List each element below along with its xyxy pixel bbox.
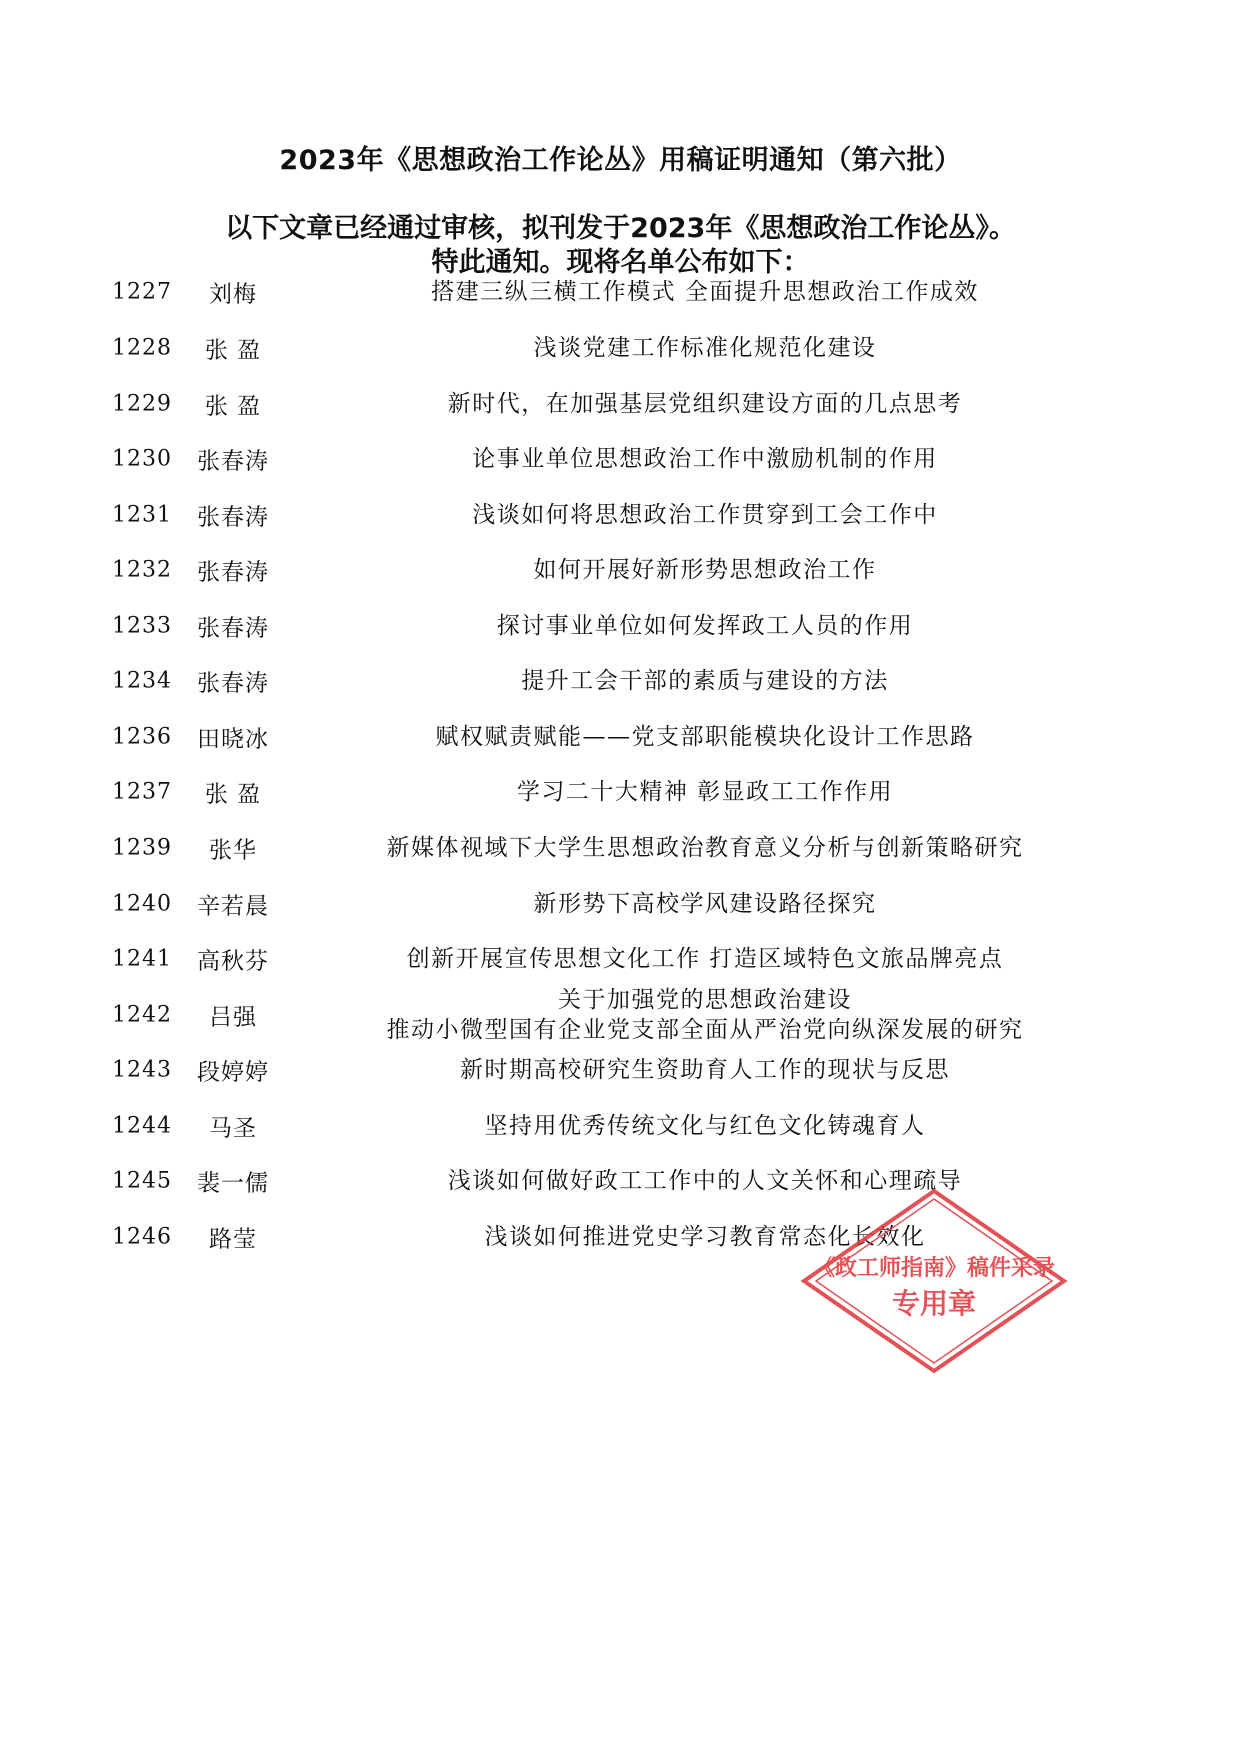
entry-title xyxy=(340,1055,1070,1085)
entry-number: 1237 xyxy=(112,779,172,805)
entry-number: 1228 xyxy=(112,335,172,361)
entry-title-line: 推动小微型国有企业党支部全面从严治党向纵深发展的研究 xyxy=(386,1017,1024,1043)
entry-number: 1230 xyxy=(112,446,172,472)
list-item xyxy=(0,317,1241,379)
intro-line-2: 特此通知。现将名单公布如下： xyxy=(431,247,810,278)
entry-number: 1229 xyxy=(112,391,172,417)
entry-title xyxy=(340,666,1070,696)
list-item xyxy=(0,650,1241,712)
entry-author: 段婷婷 xyxy=(197,1059,269,1086)
entry-title-line: 如何开展好新形势思想政治工作 xyxy=(533,557,877,583)
stamp-text-line1: 《政工师指南》稿件采录 xyxy=(812,1256,1056,1281)
entry-title xyxy=(340,833,1070,863)
entry-author: 张 盈 xyxy=(204,337,262,364)
entry-title xyxy=(340,777,1070,807)
entry-author: 张华 xyxy=(209,837,257,864)
list-item xyxy=(0,373,1241,435)
entry-title xyxy=(340,555,1070,585)
entry-author: 张春涛 xyxy=(197,670,269,697)
intro-line-1: 以下文章已经通过审核，拟刊发于2023年《思想政治工作论丛》。 xyxy=(225,213,1016,244)
entry-title xyxy=(340,611,1070,641)
entry-title xyxy=(340,277,1070,307)
list-item xyxy=(0,1095,1241,1157)
entry-number: 1242 xyxy=(112,1002,172,1028)
entry-number: 1236 xyxy=(112,724,172,750)
entry-number: 1243 xyxy=(112,1057,172,1083)
list-item xyxy=(0,539,1241,601)
entry-author: 路莹 xyxy=(209,1226,257,1253)
entry-number: 1245 xyxy=(112,1168,172,1194)
entry-title-line: 创新开展宣传思想文化工作 打造区域特色文旅品牌亮点 xyxy=(406,946,1004,972)
entry-number: 1244 xyxy=(112,1113,172,1139)
entry-author: 裴一儒 xyxy=(197,1170,269,1197)
entry-author: 张春涛 xyxy=(197,615,269,642)
entry-author: 吕强 xyxy=(209,1004,257,1031)
entry-title xyxy=(340,1166,1070,1196)
stamp-text-line2: 专用章 xyxy=(891,1287,977,1320)
entry-title xyxy=(340,889,1070,919)
entry-number: 1232 xyxy=(112,557,172,583)
list-item xyxy=(0,484,1241,546)
entry-title-line: 新时代，在加强基层党组织建设方面的几点思考 xyxy=(447,391,963,417)
entry-title xyxy=(340,1222,1070,1252)
list-item xyxy=(0,984,1241,1046)
list-item xyxy=(0,817,1241,879)
entry-title-line: 关于加强党的思想政治建设 xyxy=(558,987,852,1013)
entry-title xyxy=(340,722,1070,752)
list-item xyxy=(0,1150,1241,1212)
entry-number: 1241 xyxy=(112,946,172,972)
entry-title-line: 浅谈党建工作标准化规范化建设 xyxy=(533,335,877,361)
entry-author: 田晓冰 xyxy=(197,726,269,753)
entry-author: 马圣 xyxy=(209,1115,257,1142)
entry-title xyxy=(340,333,1070,363)
entry-number: 1233 xyxy=(112,613,172,639)
entry-title-line: 搭建三纵三横工作模式 全面提升思想政治工作成效 xyxy=(431,279,979,305)
entry-title-line: 新媒体视域下大学生思想政治教育意义分析与创新策略研究 xyxy=(386,835,1024,861)
entry-title xyxy=(340,500,1070,530)
entry-title xyxy=(340,944,1070,974)
entry-title xyxy=(340,389,1070,419)
entry-author: 张春涛 xyxy=(197,448,269,475)
entry-title-line: 浅谈如何将思想政治工作贯穿到工会工作中 xyxy=(472,502,938,528)
entry-number: 1231 xyxy=(112,502,172,528)
list-item xyxy=(0,873,1241,935)
list-item xyxy=(0,928,1241,990)
entry-title xyxy=(340,444,1070,474)
entry-author: 张春涛 xyxy=(197,559,269,586)
entry-title-line: 学习二十大精神 彰显政工工作作用 xyxy=(516,779,894,805)
entry-title-line: 新时期高校研究生资助育人工作的现状与反思 xyxy=(460,1057,950,1083)
list-item xyxy=(0,761,1241,823)
entry-title-line: 浅谈如何做好政工工作中的人文关怀和心理疏导 xyxy=(447,1168,963,1194)
entry-title xyxy=(340,985,1070,1045)
entry-number: 1227 xyxy=(112,279,172,305)
entry-number: 1234 xyxy=(112,668,172,694)
list-item xyxy=(0,261,1241,323)
entry-title-line: 提升工会干部的素质与建设的方法 xyxy=(521,668,889,694)
entry-title xyxy=(340,1111,1070,1141)
entry-title-line: 论事业单位思想政治工作中激励机制的作用 xyxy=(472,446,938,472)
entry-title-line: 浅谈如何推进党史学习教育常态化长效化 xyxy=(484,1224,926,1250)
entry-title-line: 探讨事业单位如何发挥政工人员的作用 xyxy=(496,613,914,639)
entry-author: 刘梅 xyxy=(209,281,257,308)
entry-number: 1246 xyxy=(112,1224,172,1250)
entry-author: 张 盈 xyxy=(204,781,262,808)
entry-number: 1240 xyxy=(112,891,172,917)
entry-title-line: 新形势下高校学风建设路径探究 xyxy=(533,891,877,917)
entry-title-line: 赋权赋责赋能——党支部职能模块化设计工作思路 xyxy=(435,724,975,750)
list-item xyxy=(0,428,1241,490)
entry-title-line: 坚持用优秀传统文化与红色文化铸魂育人 xyxy=(484,1113,926,1139)
entry-number: 1239 xyxy=(112,835,172,861)
entry-author: 辛若晨 xyxy=(197,893,269,920)
list-item xyxy=(0,1039,1241,1101)
list-item xyxy=(0,706,1241,768)
entry-author: 张春涛 xyxy=(197,504,269,531)
entry-author: 张 盈 xyxy=(204,393,262,420)
entry-author: 高秋芬 xyxy=(197,948,269,975)
page-title: 2023年《思想政治工作论丛》用稿证明通知（第六批） xyxy=(279,145,962,176)
list-item xyxy=(0,1206,1241,1268)
list-item xyxy=(0,595,1241,657)
